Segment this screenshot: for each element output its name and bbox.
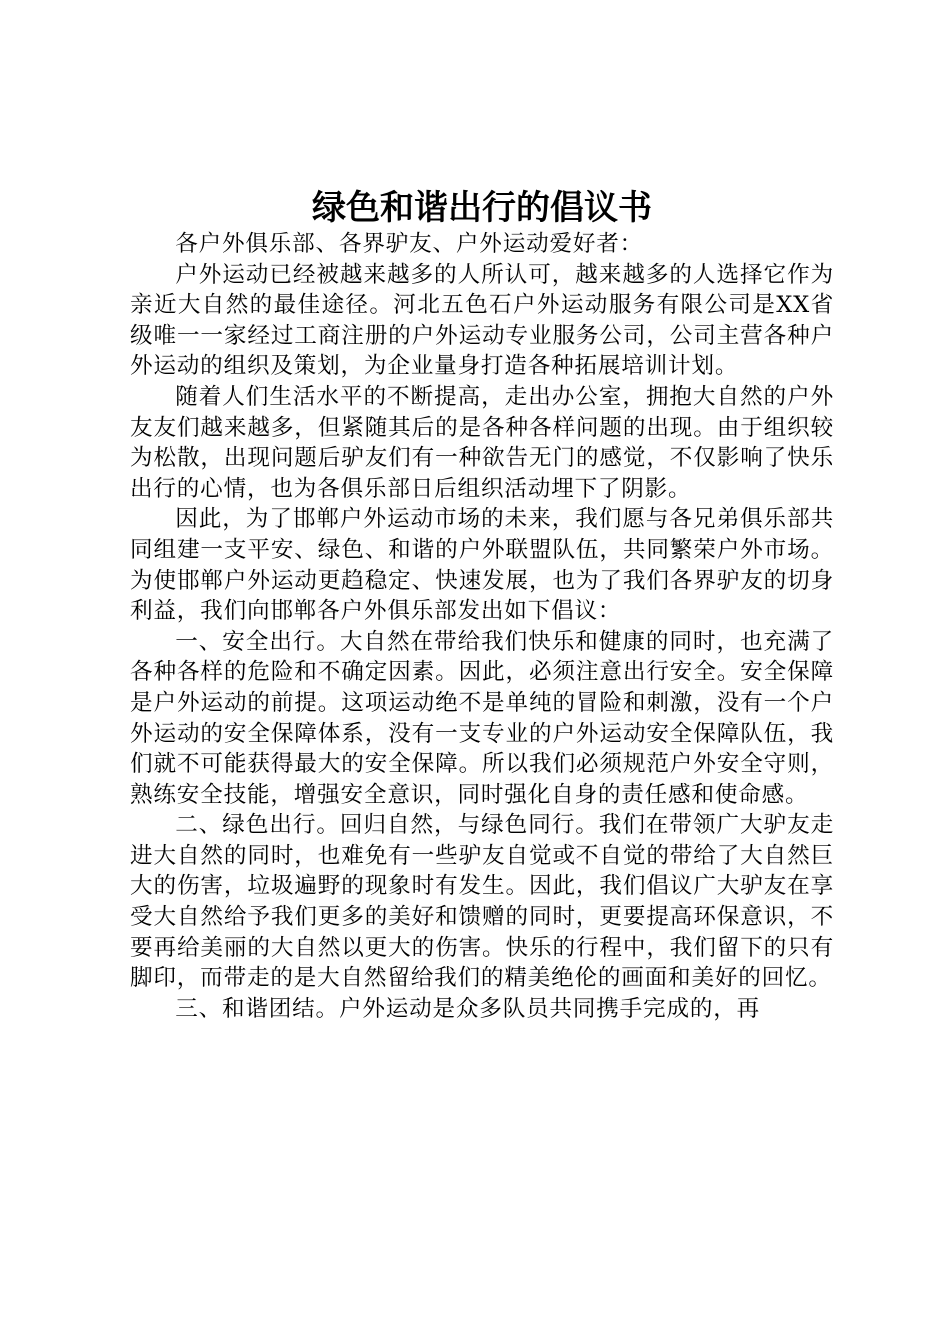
salutation: 各户外俱乐部、各界驴友、户外运动爱好者： [175, 231, 644, 257]
paragraph-green: 二、绿色出行。回归自然，与绿色同行。我们在带领广大驴友走进大自然的同时，也难免有一些驴友自觉或不自觉的带给了大自然巨大的伤害，垃圾遍野的现象时有发生。因此，我们倡议广大驴友在享受大自然给予我们更多的美好和馈赠的同时，更要提高环保意识，不要再给美丽的大自然以更大的伤害。快乐的行程中，我们留下的只有脚印，而带走的是大自然留给我们的精美绝伦的画面和美好的回忆。 [130, 812, 834, 992]
document-page [130, 0, 834, 1344]
paragraph-proposal: 因此，为了邯郸户外运动市场的未来，我们愿与各兄弟俱乐部共同组建一支平安、绿色、和谐的户外联盟队伍，共同繁荣户外市场。为使邯郸户外运动更趋稳定、快速发展，也为了我们各界驴友的切身利益，我们向邯郸各户外俱乐部发出如下倡议： [130, 506, 834, 625]
paragraph-background: 随着人们生活水平的不断提高，走出办公室，拥抱大自然的户外友友们越来越多，但紧随其后的是各种各样问题的出现。由于组织较为松散，出现问题后驴友们有一种欲告无门的感觉，不仅影响了快乐出行的心情，也为各俱乐部日后组织活动埋下了阴影。 [130, 383, 834, 502]
document-title: 绿色和谐出行的倡议书 [312, 188, 652, 228]
paragraph-safety: 一、安全出行。大自然在带给我们快乐和健康的同时，也充满了各种各样的危险和不确定因素。因此，必须注意出行安全。安全保障是户外运动的前提。这项运动绝不是单纯的冒险和刺激，没有一个户外运动的安全保障体系，没有一支专业的户外运动安全保障队伍，我们就不可能获得最大的安全保障。所以我们必须规范户外安全守则，熟练安全技能，增强安全意识，同时强化自身的责任感和使命感。 [130, 628, 834, 808]
paragraph-harmony: 三、和谐团结。户外运动是众多队员共同携手完成的，再 [175, 995, 761, 1022]
document-body [130, 229, 834, 1024]
paragraph-intro: 户外运动已经被越来越多的人所认可，越来越多的人选择它作为亲近大自然的最佳途径。河北五色石户外运动服务有限公司是XX省级唯一一家经过工商注册的户外运动专业服务公司，公司主营各种户外运动的组织及策划，为企业量身打造各种拓展培训计划。 [130, 261, 834, 380]
